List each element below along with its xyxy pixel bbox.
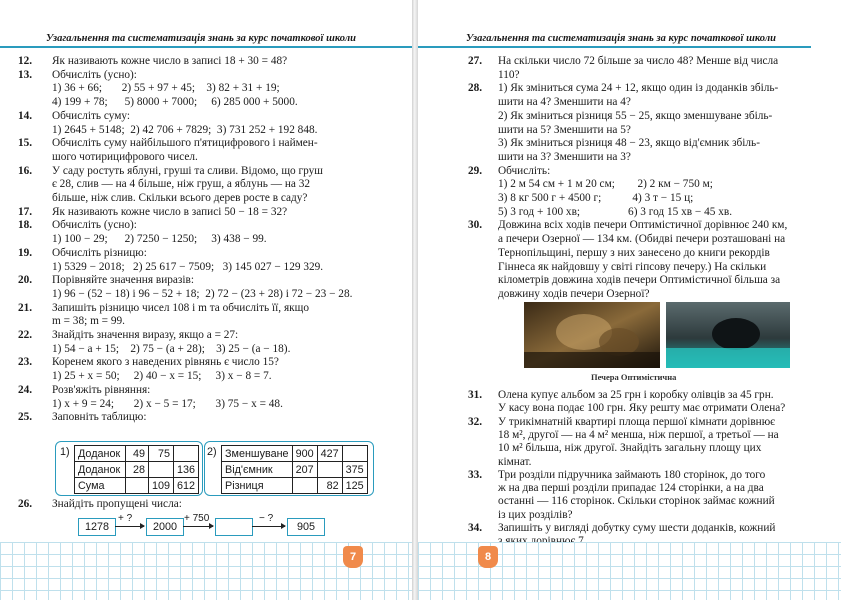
value-cell: 82 [317,478,342,494]
exercise-line [468,55,778,68]
exercise-line [468,233,785,246]
exercise-line [18,315,125,328]
exercise-line [18,55,287,68]
chain-arrow-1 [115,526,144,527]
exercise-line [468,178,713,191]
exercise-number: 33. [468,468,483,481]
exercise-text: 1) 2645 + 5148; 2) 42 706 + 7829; 3) 731 252 + 192 848. [52,123,318,136]
exercise-text: Заповніть таблицю: [52,411,147,424]
exercise-line [18,411,147,424]
exercise-number: 23. [18,356,33,369]
exercise-line [18,302,309,315]
exercise-text: Коренем якого з наведених рівнянь є число 15? [52,356,279,369]
exercise-text: Обчисліть: [498,164,551,177]
row-header-cell: Доданок [75,446,126,462]
exercise-line [18,233,267,246]
exercise-text: Гіннеса як найдовшу у світі гіпсову печеру.) На скільки [498,260,767,273]
exercise-text: більше, ніж слив. Скільки всього дерев росте в саду? [52,192,308,204]
exercise-line [18,343,290,356]
exercise-text: шити на 3? Зменшити на 3? [498,150,631,163]
exercise-line [18,247,147,260]
exercise-line [468,165,550,178]
chain-value-3 [215,518,253,536]
exercise-text: 110? [498,68,520,81]
exercise-number: 26. [18,498,33,510]
row-header-cell: Різниця [222,478,293,494]
chain-arrow-3 [252,526,285,527]
table-row [222,462,368,478]
exercise-number: 29. [468,164,483,177]
value-cell: 427 [317,446,342,462]
value-cell: 125 [342,478,367,494]
exercise-text: Тернопільщині, першу з них занесено до книги рекордів [498,246,770,259]
exercise-text: шого чотирицифрового чисел. [52,150,198,163]
table2 [221,445,368,494]
value-cell: 28 [126,462,149,478]
right-page [418,0,841,600]
exercise-text: 1) Як зміниться сума 24 + 12, якщо один із доданків збіль- [498,82,779,95]
exercise-line [468,192,693,205]
cave-photo-ozerna [666,302,790,368]
left-page [0,0,412,600]
exercise-line [18,370,272,383]
exercise-text: шити на 5? Зменшити на 5? [498,123,631,136]
exercise-text: Обчисліть (усно): [52,219,137,232]
exercise-line [468,274,780,287]
exercise-number: 15. [18,137,33,150]
value-cell [126,478,149,494]
exercise-line [18,178,310,191]
table-row [75,446,199,462]
exercise-number: 19. [18,246,33,259]
row-header-cell: Доданок [75,462,126,478]
exercise-number: 32. [468,415,483,428]
exercise-line [18,356,279,369]
right-header-line [418,46,811,48]
exercise-text: Розв'яжіть рівняння: [52,383,151,396]
exercise-text: а печери Озерної — 134 км. (Обидві печери розташовані на [498,233,786,246]
exercise-line [18,110,130,123]
table-row [222,478,368,494]
table2-label: 2) [207,446,217,458]
exercise-number: 14. [18,109,33,122]
exercise-text: ж на два перші розділи припадає 124 сторінки, а на два [498,482,764,495]
table1 [74,445,199,494]
value-cell: 109 [149,478,174,494]
exercise-number: 34. [468,522,483,534]
exercise-number: 20. [18,274,33,287]
chain-value-4: 905 [287,518,325,536]
exercise-text: Запишіть різницю чисел 108 і m та обчисліть її, якщо [52,301,309,314]
exercise-text: Обчисліть суму найбільшого п'ятицифрового і наймен- [52,137,318,150]
exercise-number: 16. [18,164,33,177]
exercise-text: кімнат. [498,455,532,468]
value-cell: 375 [342,462,367,478]
exercise-text: Порівняйте значення виразів: [52,274,194,287]
table1-label: 1) [60,446,70,458]
exercise-line [468,495,775,508]
exercise-line [468,247,770,260]
exercise-text: Як називають кожне число в записі 18 + 30 = 48? [52,55,288,67]
left-header-line [0,46,412,48]
exercise-text: 1) 2 м 54 см + 1 м 20 см; 2) 2 км − 750 м; [498,178,713,191]
exercise-text: кілометрів довжина ходів печери Оптимістичної більша за [498,274,781,287]
exercise-text: У касу вона подає 100 грн. Яку решту має отримати Олена? [498,402,786,415]
exercise-line [18,288,352,301]
exercise-text: Запишіть у вигляді добутку суму шести доданків, кожний [498,522,776,534]
exercise-text: 1) x + 9 = 24; 2) x − 5 = 17; 3) 75 − x = 48. [52,397,283,410]
value-cell [292,478,317,494]
exercise-text: 3) Як зміниться різниця 48 − 23, якщо від'ємник збіль- [498,137,760,150]
table-row [75,478,199,494]
exercise-number: 17. [18,205,33,218]
exercise-number: 25. [18,411,33,424]
exercise-number: 22. [18,329,33,341]
exercise-line [18,261,323,274]
exercise-line [18,69,137,82]
exercise-text: Три розділи підручника займають 180 сторінок, до того [498,468,766,481]
exercise-text: 4) 199 + 78; 5) 8000 + 7000; 6) 285 000 + 5000. [52,96,298,109]
exercise-line [18,329,238,342]
page-number-left: 7 [343,546,363,568]
cave-photo-optimistic [524,302,660,368]
exercise-text: 1) 36 + 66; 2) 55 + 97 + 45; 3) 82 + 31 + 19; [52,82,280,95]
exercise-line [468,456,531,469]
exercise-text: Обчисліть (усно): [52,68,137,81]
exercise-line [468,522,775,535]
exercise-line [468,389,774,402]
exercise-line [468,96,631,109]
exercise-line [18,192,307,205]
exercise-line [468,69,520,82]
photo-caption: Печера Оптимістична [591,372,677,382]
right-running-header: Узагальнення та систематизація знань за курс початкової школи [466,33,776,44]
exercise-text: 5) 3 год + 100 хв; 6) 3 год 15 хв − 45 хв. [498,205,733,218]
exercise-line [468,82,778,95]
exercise-line [468,429,779,442]
left-running-header: Узагальнення та систематизація знань за курс початкової школи [46,33,356,44]
exercise-number: 28. [468,82,483,95]
exercise-line [468,416,775,429]
value-cell: 75 [149,446,174,462]
exercise-number: 18. [18,219,33,232]
exercise-text: 1) 5329 − 2018; 2) 25 617 − 7509; 3) 145 027 − 129 329. [52,260,324,273]
value-cell: 136 [174,462,199,478]
exercise-number: 30. [468,219,483,232]
table-row [222,446,368,462]
value-cell: 612 [174,478,199,494]
exercise-text: Обчисліть різницю: [52,246,147,259]
exercise-text: шити на 4? Зменшити на 4? [498,96,631,109]
exercise-line [468,261,766,274]
exercise-line [468,219,787,232]
exercise-line [18,274,194,287]
row-header-cell: Зменшуване [222,446,293,462]
exercise-number: 24. [18,383,33,396]
exercise-text: 1) 96 − (52 − 18) і 96 − 52 + 18; 2) 72 − (23 + 28) і 72 − 23 − 28. [52,287,353,300]
chain-op-2: + 750 [184,513,210,524]
exercise-line [468,151,631,164]
exercise-text: Довжина всіх ходів печери Оптимістичної дорівнює 240 км, [498,219,788,232]
exercise-text: Як називають кожне число в записі 50 − 18 = 32? [52,205,288,218]
exercise-number: 12. [18,55,33,67]
row-header-cell: Від'ємник [222,462,293,478]
chain-op-3: − ? [259,513,274,524]
exercise-text: 3) 8 кг 500 г + 4500 г; 4) 3 т − 15 ц; [498,192,694,204]
chain-value-2: 2000 [146,518,184,536]
exercise-text: Обчисліть суму: [52,109,131,122]
exercise-text: є 28, слив — на 4 більше, ніж груш, а яблунь — на 32 [52,178,311,191]
exercise-line [18,82,280,95]
exercise-line [18,151,198,164]
exercise-text: 2) Як зміниться різниця 55 − 25, якщо зменшуване збіль- [498,109,773,122]
exercise-text: На скільки число 72 більше за число 48? Менше від числа [498,55,779,67]
value-cell: 49 [126,446,149,462]
row-header-cell: Сума [75,478,126,494]
exercise-26 [18,498,182,511]
exercise-line [18,137,318,150]
exercise-line [468,124,631,137]
table-row [75,462,199,478]
exercise-text: 1) 100 − 29; 2) 7250 − 1250; 3) 438 − 99. [52,233,267,246]
exercise-line [468,206,732,219]
exercise-line [18,165,323,178]
exercise-number: 31. [468,389,483,401]
exercise-text: У трикімнатній квартирі площа першої кімнати дорівнює [498,415,775,428]
value-cell [317,462,342,478]
exercise-text: 18 м², другої — на 4 м² менша, ніж першої, а третьої — на [498,428,779,441]
exercise-text: 10 м² більша, ніж другої. Знайдіть загальну площу цих [498,442,762,455]
exercise-text: m = 38; m = 99. [52,315,125,328]
chain-op-1: + ? [118,513,133,524]
exercise-line [18,96,298,109]
exercise-text: У саду ростуть яблуні, груші та сливи. Відомо, що груш [52,164,323,177]
page-number-right: 8 [478,546,498,568]
exercise-text: 1) 54 − a + 15; 2) 75 − (a + 28); 3) 25 − (a − 18). [52,342,291,355]
exercise-text: Знайдіть пропущені числа: [52,498,182,510]
value-cell: 207 [292,462,317,478]
exercise-text: Знайдіть значення виразу, якщо a = 27: [52,329,239,341]
exercise-number: 27. [468,55,483,67]
value-cell [149,462,174,478]
value-cell: 900 [292,446,317,462]
exercise-text: із цих розділів? [498,508,573,521]
chain-arrow-2 [183,526,213,527]
exercise-line [468,137,760,150]
value-cell [342,446,367,462]
exercise-line [18,384,150,397]
value-cell [174,446,199,462]
exercise-line [468,509,573,522]
exercise-text: 1) 25 + x = 50; 2) 40 − x = 15; 3) x − 8 = 7. [52,370,272,383]
chain-value-1: 1278 [78,518,116,536]
exercise-line [468,482,764,495]
exercise-line [18,398,283,411]
exercise-text: останні — 116 сторінок. Скільки сторінок займає кожний [498,495,775,508]
exercise-line [468,110,772,123]
exercise-line [468,288,649,301]
exercise-line [468,402,785,415]
exercise-number: 21. [18,301,33,314]
exercise-line [468,469,765,482]
exercise-text: довжину ходів печери Озерної? [498,287,650,300]
exercise-line [18,206,287,219]
exercise-text: Олена купує альбом за 25 грн і коробку олівців за 45 грн. [498,389,774,401]
exercise-line [18,219,137,232]
exercise-line [468,442,761,455]
exercise-number: 13. [18,68,33,81]
exercise-line [18,124,317,137]
